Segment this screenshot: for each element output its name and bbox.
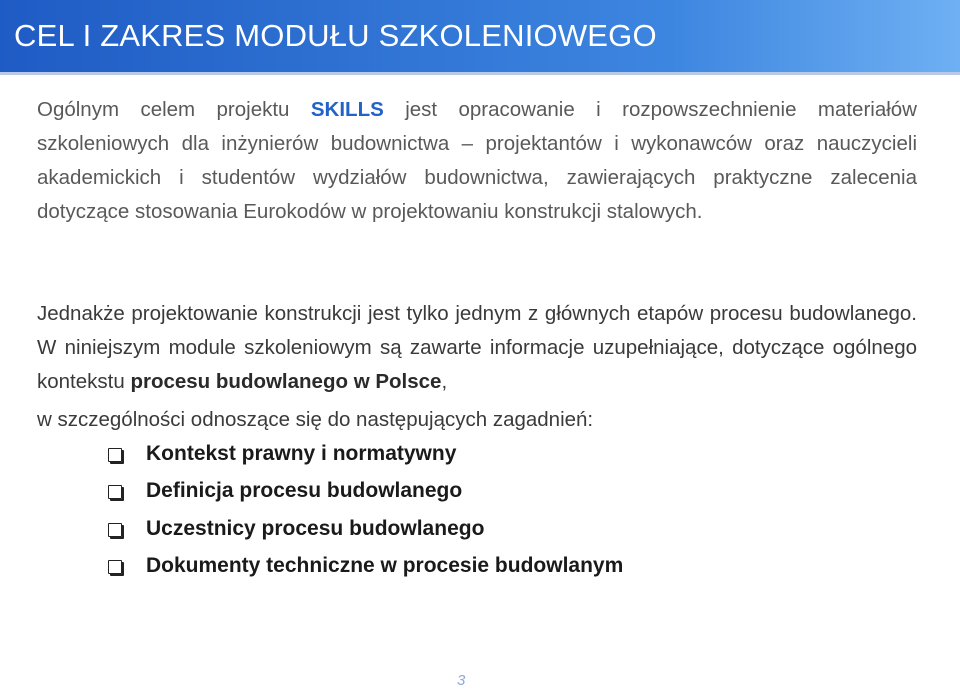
checkbox-icon bbox=[108, 448, 122, 462]
topic-item bbox=[108, 510, 623, 548]
project-name: SKILLS bbox=[310, 98, 384, 121]
checkbox-icon bbox=[108, 523, 122, 537]
page-number: 3 bbox=[457, 672, 466, 689]
paragraph-goal-intro: Ogólnym celem projektu bbox=[37, 98, 311, 121]
topic-item bbox=[108, 548, 623, 586]
topic-label: Dokumenty techniczne w procesie budowlanym bbox=[146, 554, 624, 578]
paragraph-scope-text: Jednakże projektowanie konstrukcji jest tylko jednym z głównych etapów procesu budowlanego. W niniejszym module szkoleniowym są zawarte informacje uzupełniające, dotyczące ogólnego kontekstu bbox=[37, 302, 917, 393]
topic-label: Kontekst prawny i normatywny bbox=[146, 441, 457, 465]
topic-item bbox=[108, 435, 623, 473]
paragraph-goal bbox=[37, 93, 917, 229]
topic-label: Uczestnicy procesu budowlanego bbox=[146, 516, 485, 540]
title-bar bbox=[0, 0, 960, 75]
slide-title: CEL I ZAKRES MODUŁU SZKOLENIOWEGO bbox=[14, 18, 657, 53]
paragraph-scope-emphasis: procesu budowlanego w Polsce bbox=[130, 370, 442, 393]
checkbox-icon bbox=[108, 560, 122, 574]
paragraph-scope bbox=[37, 297, 917, 437]
topic-list bbox=[108, 435, 623, 585]
topic-label: Definicja procesu budowlanego bbox=[146, 479, 463, 503]
checkbox-icon bbox=[108, 485, 122, 499]
paragraph-scope-comma: , bbox=[441, 370, 448, 393]
paragraph-scope-last-line: w szczególności odnoszące się do następujących zagadnień: bbox=[37, 408, 594, 431]
topic-item bbox=[108, 473, 623, 511]
paragraph-goal-rest: jest opracowanie i rozpowszechnienie materiałów szkoleniowych dla inżynierów budownictwa – projektantów i wykonawców oraz nauczycieli akademickich i studentów wydziałów budownictwa, zawierających praktyczne zalecenia dotyczące stosowania Eurokodów w projektowaniu konstrukcji stalowych. bbox=[37, 98, 917, 223]
